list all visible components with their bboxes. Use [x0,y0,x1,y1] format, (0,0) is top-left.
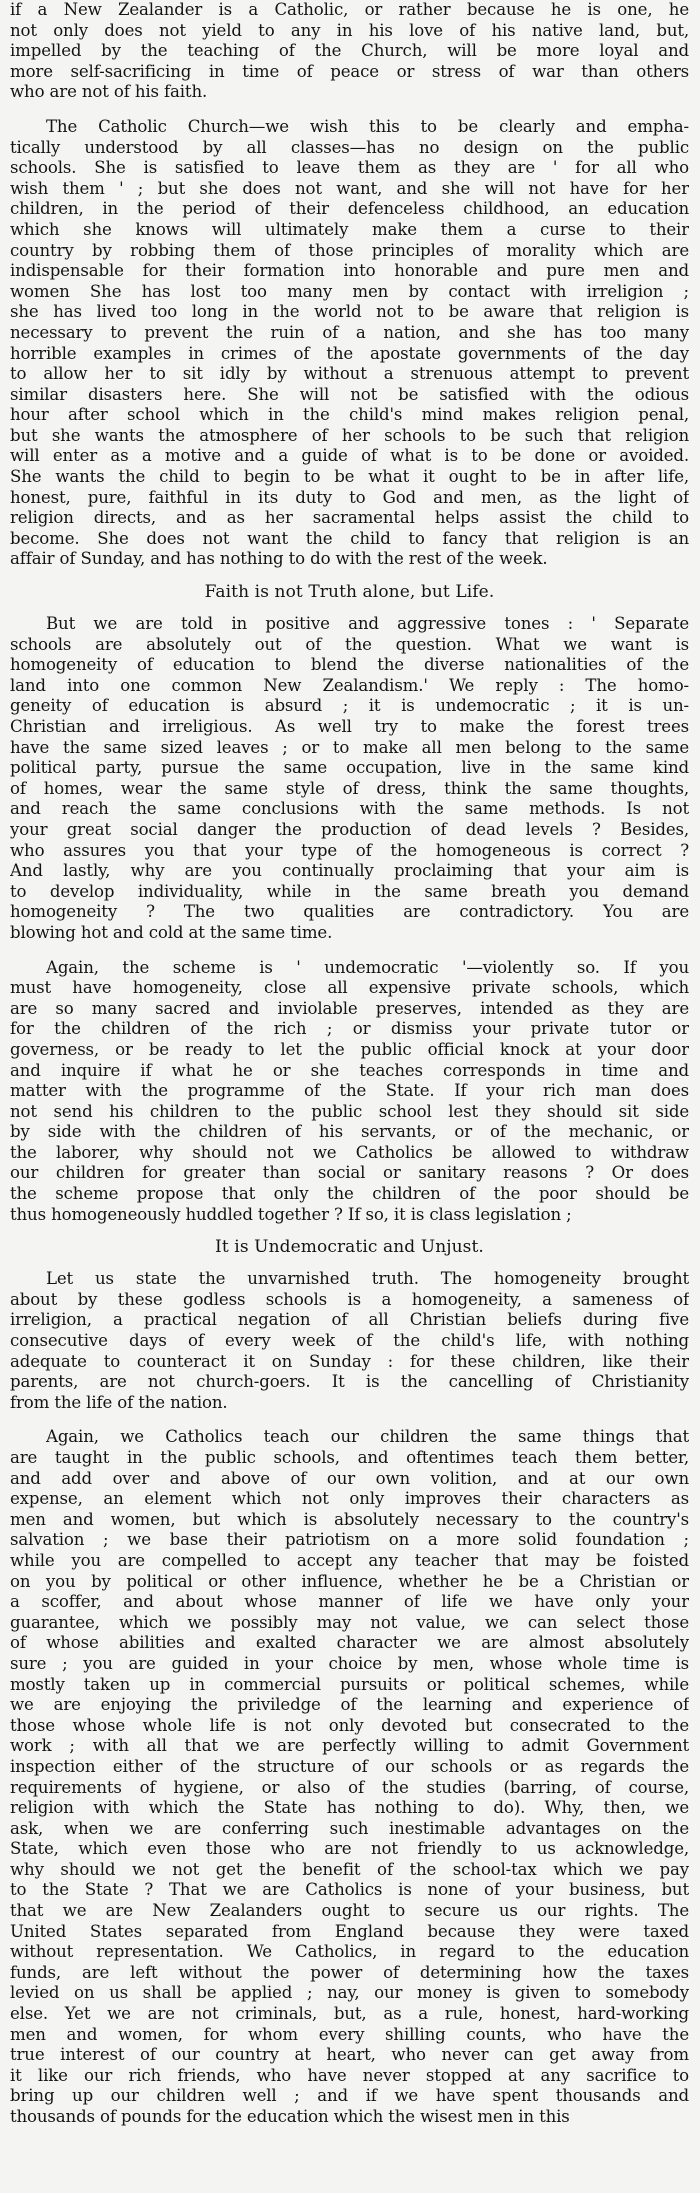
text-line: Again, we Catholics teach our children the same things that [46,1427,689,1447]
text-line: political party, pursue the same occupation, live in the same kind [10,758,689,778]
text-line: affair of Sunday, and has nothing to do with the rest of the week. [10,549,548,569]
text-line: the laborer, why should not we Catholics be allowed to withdraw [10,1142,689,1162]
text-line: blowing hot and cold at the same time. [10,922,333,942]
text-line: why should we not get the benefit of the school-tax which we pay [10,1859,689,1879]
article-body [10,0,689,2128]
text-line: must have homogeneity, close all expensive private schools, which [10,978,689,998]
paragraph [10,1427,689,2127]
paragraph [10,0,689,103]
text-line: to the State ? That we are Catholics is none of your business, but [10,1880,689,1900]
text-line: have the same sized leaves ; or to make all men belong to the same [10,737,689,757]
text-line: thousands of pounds for the education which the wisest men in this [10,2107,570,2126]
text-line: Again, the scheme is ' undemocratic '—violently so. If you [46,957,689,977]
text-line: but she wants the atmosphere of her schools to be such that religion [10,425,689,445]
paragraph [10,614,689,944]
text-line: are taught in the public schools, and oftentimes teach them better, [10,1448,689,1467]
text-line: schools. She is satisfied to leave them as they are ' for all who [10,158,689,178]
text-line: honest, pure, faithful in its duty to God and men, as the light of [10,487,689,507]
text-line: governess, or be ready to let the public official knock at your door [10,1039,689,1059]
text-line: on you by political or other influence, whether he be a Christian or [10,1571,689,1591]
text-line: ask, when we are conferring such inestimable advantages on the [10,1818,689,1838]
text-line: of whose abilities and exalted character we are almost absolutely [10,1633,689,1653]
text-line: expense, an element which not only improves their characters as [10,1489,689,1509]
text-line: from the life of the nation. [10,1392,228,1412]
text-line: it like our rich friends, who have never stopped at any sacrifice to [10,2065,689,2085]
text-line: Let us state the unvarnished truth. The homogeneity brought [46,1269,689,1289]
text-line: funds, are left without the power of determining how the taxes [10,1962,689,1982]
text-line: she has lived too long in the world not to be aware that religion is [10,302,689,322]
text-line: bring up our children well ; and if we have spent thousands and [10,2086,689,2106]
text-line: men and women, but which is absolutely necessary to the country's [10,1509,689,1529]
text-line: homogeneity of education to blend the diverse nationalities of the [10,655,689,675]
section-heading: Faith is not Truth alone, but Life. [204,582,495,603]
text-line: mostly taken up in commercial pursuits or political schemes, while [10,1674,689,1694]
text-line: which she knows will ultimately make them a curse to their [10,219,689,239]
text-line: hour after school which in the child's mind makes religion penal, [10,405,689,425]
text-line: the scheme propose that only the children of the poor should be [10,1184,689,1204]
text-line: to allow her to sit idly by without a strenuous attempt to prevent [10,364,689,384]
section-heading: It is Undemocratic and Unjust. [215,1237,484,1258]
text-line: horrible examples in crimes of the apostate governments of the day [10,343,689,363]
text-line: Christian and irreligious. As well try to make the forest trees [10,717,689,736]
text-line: homogeneity ? The two qualities are contradictory. You are [10,902,689,922]
text-line: about by these godless schools is a homogeneity, a sameness of [10,1289,689,1309]
text-line: matter with the programme of the State. If your rich man does [10,1081,689,1101]
text-line: inspection either of the structure of our schools or as regards the [10,1756,689,1776]
text-line: similar disasters here. She will not be satisfied with the odious [10,384,689,404]
text-line: to develop individuality, while in the same breath you demand [10,881,689,901]
text-line: And lastly, why are you continually proclaiming that your aim is [10,861,689,881]
text-line: while you are compelled to accept any teacher that may be foisted [10,1550,689,1570]
text-line: thus homogeneously huddled together ? If so, it is class legislation ; [10,1204,572,1224]
text-line: are so many sacred and inviolable preserves, intended as they are [10,998,689,1018]
text-line: our children for greater than social or sanitary reasons ? Or does [10,1163,689,1183]
text-line: tically understood by all classes—has no design on the public [10,137,689,157]
paragraph [10,1269,689,1413]
text-line: land into one common New Zealandism.' We reply : The homo- [10,675,689,695]
text-line: geneity of education is absurd ; it is undemocratic ; it is un- [10,696,689,716]
text-line: for the children of the rich ; or dismiss your private tutor or [10,1019,689,1039]
text-line: true interest of our country at heart, who never can get away from [10,2045,689,2065]
text-line: irreligion, a practical negation of all Christian beliefs during five [10,1310,689,1330]
paragraph-gap [10,103,689,117]
text-line: impelled by the teaching of the Church, will be more loyal and [10,41,689,61]
text-line: necessary to prevent the ruin of a nation, and she has too many [10,322,689,342]
text-line: children, in the period of their defenceless childhood, an education [10,199,689,219]
text-line: work ; with all that we are perfectly willing to admit Government [10,1736,689,1756]
text-line: without representation. We Catholics, in regard to the education [10,1942,689,1962]
text-line: who are not of his faith. [10,82,208,102]
text-line: we are enjoying the priviledge of the learning and experience of [10,1695,689,1715]
text-line: State, which even those who are not friendly to us acknowledge, [10,1839,689,1859]
text-line: a scoffer, and about whose manner of life we have only your [10,1592,689,1612]
text-line: consecutive days of every week of the child's life, with nothing [10,1331,689,1351]
text-line: schools are absolutely out of the question. What we want is [10,634,689,654]
text-line: religion directs, and as her sacramental helps assist the child to [10,508,689,528]
text-line: that we are New Zealanders ought to secure us our rights. The [10,1901,689,1921]
text-line: will enter as a motive and a guide of what is to be done or avoided. [10,446,689,466]
text-line: your great social danger the production of dead levels ? Besides, [10,819,689,839]
paragraph [10,958,689,1226]
text-line: those whose whole life is not only devoted but consecrated to the [10,1715,689,1735]
text-line: men and women, for whom every shilling counts, who have the [10,2024,689,2044]
text-line: guarantee, which we possibly may not value, we can select those [10,1612,689,1632]
text-line: But we are told in positive and aggressive tones : ' Separate [46,614,689,634]
text-line: not only does not yield to any in his love of his native land, but, [10,20,689,40]
text-line: She wants the child to begin to be what it ought to be in after life, [10,467,689,487]
text-line: religion with which the State has nothing to do). Why, then, we [10,1798,689,1818]
text-line: country by robbing them of those principles of morality which are [10,240,689,260]
text-line: women She has lost too many men by contact with irreligion ; [10,281,689,301]
text-line: and add over and above of our own volition, and at our own [10,1468,689,1488]
text-line: who assures you that your type of the homogeneous is correct ? [10,840,689,860]
text-line: of homes, wear the same style of dress, think the same thoughts, [10,778,689,798]
text-line: wish them ' ; but she does not want, and she will not have for her [10,178,689,198]
text-line: salvation ; we base their patriotism on a more solid foundation ; [10,1530,689,1550]
text-line: levied on us shall be applied ; nay, our money is given to somebody [10,1983,689,2003]
paragraph-gap [10,944,689,958]
text-line: adequate to counteract it on Sunday : for these children, like their [10,1351,689,1371]
text-line: parents, are not church-goers. It is the cancelling of Christianity [10,1372,689,1392]
text-line: United States separated from England because they were taxed [10,1921,689,1941]
text-line: sure ; you are guided in your choice by men, whose whole time is [10,1653,689,1673]
text-line: become. She does not want the child to fancy that religion is an [10,528,689,548]
text-line: by side with the children of his servants, or of the mechanic, or [10,1122,689,1142]
text-line: more self-sacrificing in time of peace or stress of war than others [10,61,689,81]
text-line: indispensable for their formation into honorable and pure men and [10,261,689,281]
text-line: and inquire if what he or she teaches corresponds in time and [10,1060,689,1080]
paragraph-gap [10,1413,689,1427]
text-line: if a New Zealander is a Catholic, or rather because he is one, he [10,0,689,19]
text-line: requirements of hygiene, or also of the studies (barring, of course, [10,1777,689,1797]
text-line: not send his children to the public school lest they should sit side [10,1101,689,1121]
text-line: and reach the same conclusions with the same methods. Is not [10,799,689,819]
text-line: else. Yet we are not criminals, but, as a rule, honest, hard-working [10,2004,689,2024]
text-line: The Catholic Church—we wish this to be clearly and empha- [46,116,689,136]
paragraph [10,117,689,570]
